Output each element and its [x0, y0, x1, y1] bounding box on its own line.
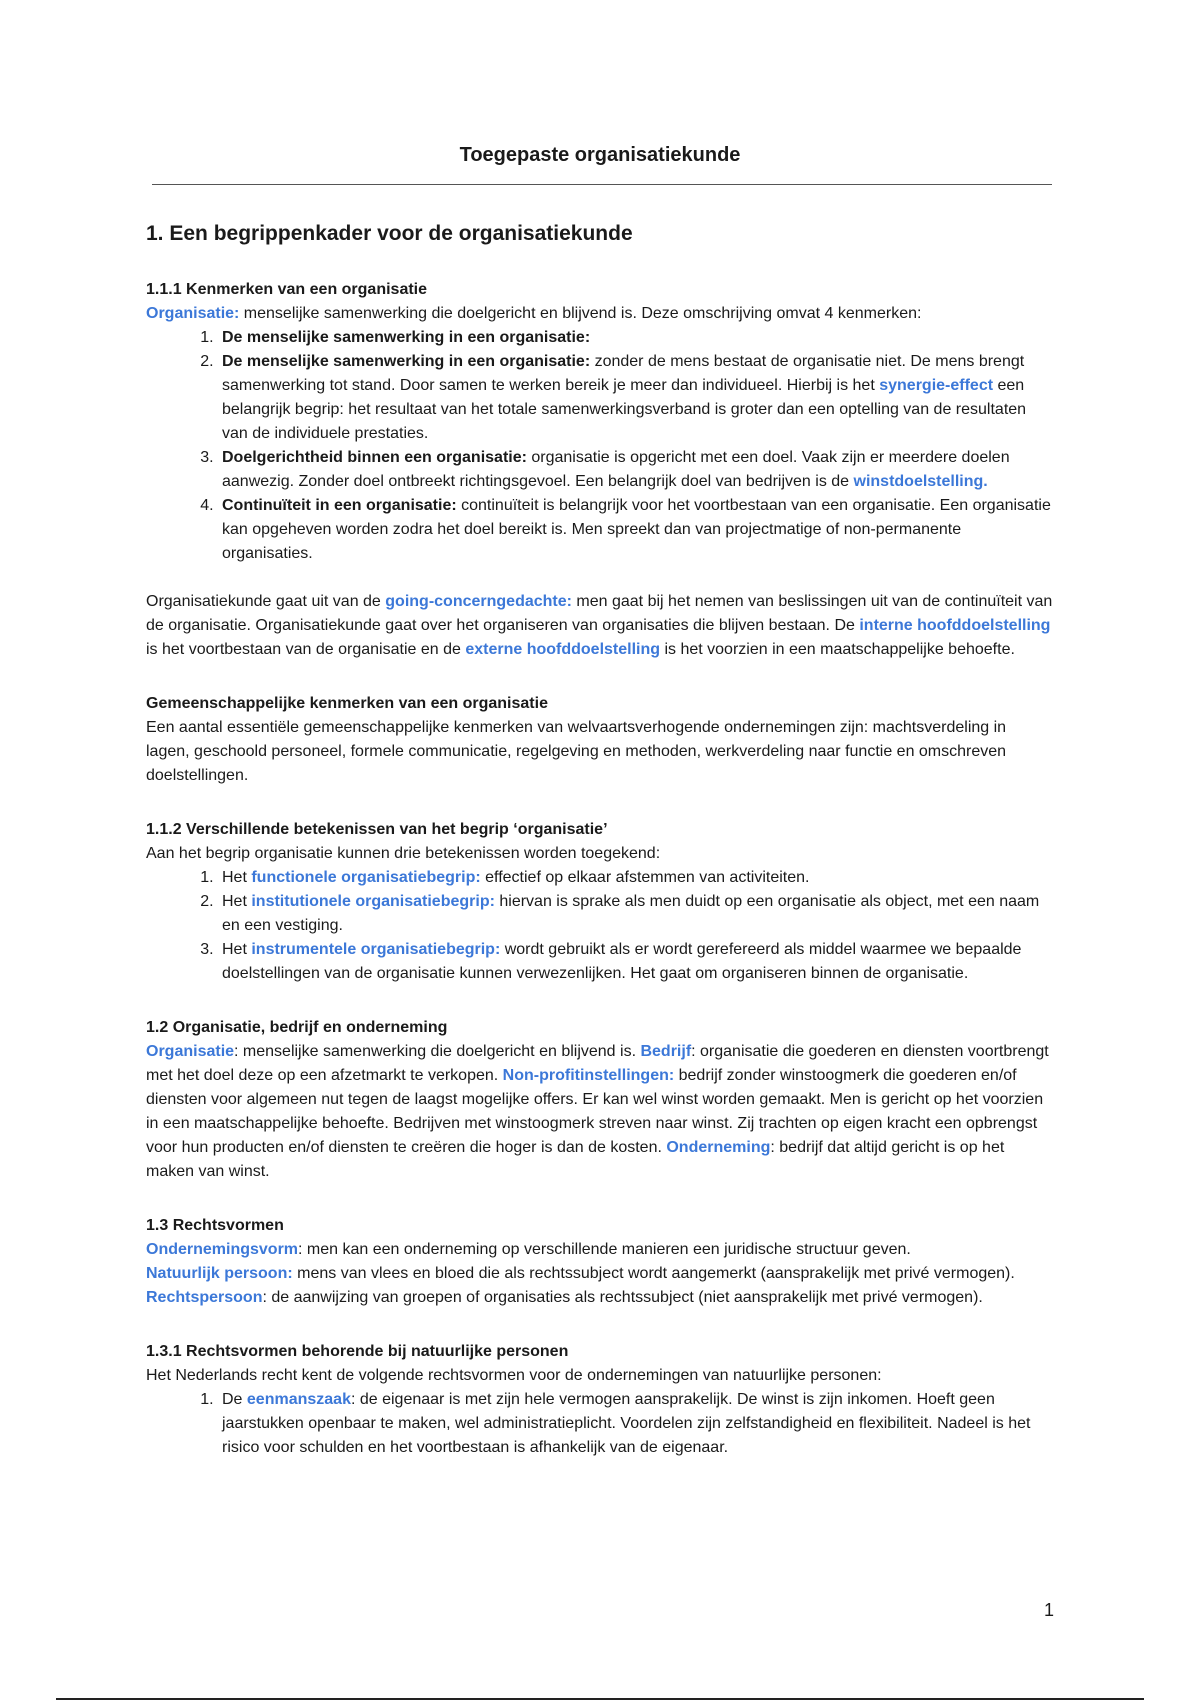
item-text: een belangrijk begrip: het resultaat van het totale samenwerkingsverband is groter dan een optelling van de resultaten van de individuele prestaties. [222, 377, 1027, 442]
title-divider [152, 184, 1052, 185]
section-heading-1-2: 1.2 Organisatie, bedrijf en onderneming [146, 1019, 448, 1036]
item-text: hiervan is sprake als men duidt op een organisatie als object, met een naam en een vestiging. [222, 893, 1040, 934]
rechtsvormen-list [146, 1388, 1054, 1460]
kenmerken-list [146, 326, 1054, 566]
term: externe hoofddoelstelling [465, 641, 661, 658]
item-text: wordt gebruikt als er wordt gerefereerd als middel waarmee we bepaalde doelstellingen van de organisatie kunnen verwezenlijken. Het gaat om organiseren binnen de organisatie. [222, 941, 1022, 982]
section-heading-1-3-1: 1.3.1 Rechtsvormen behorende bij natuurlijke personen [146, 1343, 569, 1360]
term: Rechtspersoon [146, 1289, 263, 1306]
item-text: : de eigenaar is met zijn hele vermogen aansprakelijk. De winst is zijn inkomen. Hoeft geen jaarstukken openbaar te maken, wel administratieplicht. Voordelen zijn zelfstandigheid en flexibiliteit. Nadeel is het risico voor schulden en het voortbestaan is afhankelijk van de eigenaar. [222, 1391, 1031, 1456]
paragraph-gemeenschappelijk: Een aantal essentiële gemeenschappelijke kenmerken van welvaartsverhogende ondernemingen zijn: machtsverdeling in lagen, geschoold personeel, formele communicatie, regelgeving en methoden, werkverdeling naar functie en omschreven doelstellingen. [146, 719, 1007, 784]
chapter-heading: 1. Een begrippenkader voor de organisatiekunde [146, 222, 633, 245]
item-text: De [222, 1391, 247, 1408]
para-text: : organisatie die goederen en diensten voortbrengt met het doel deze op een afzetmarkt te verkopen. [146, 1043, 1049, 1084]
term: going-concerngedachte: [385, 593, 572, 610]
paragraph-going-concern [146, 590, 1054, 662]
para-text: : men kan een onderneming op verschillende manieren een juridische structuur geven. [298, 1241, 911, 1258]
definition-text: menselijke samenwerking die doelgericht en blijvend is. Deze omschrijving omvat 4 kenmerken: [239, 305, 922, 322]
definition-organisatie [146, 302, 1054, 326]
term: Organisatie [146, 1043, 235, 1060]
section-heading-1-3: 1.3 Rechtsvormen [146, 1217, 284, 1234]
list-item [218, 890, 1054, 938]
term: Onderneming [666, 1139, 771, 1156]
item-text: Het [222, 893, 252, 910]
term: Bedrijf [640, 1043, 692, 1060]
para-text: is het voorzien in een maatschappelijke behoefte. [660, 641, 1015, 658]
paragraph-1-3b [146, 1262, 1054, 1310]
para-text: bedrijf zonder winstoogmerk die goederen en/of diensten voor algemeen nut tegen de laagst mogelijke offers. Er kan wel winst worden gemaakt. Men is gericht op het voorzien in een maatschappelijke behoefte. Bedrijven met winstoogmerk streven naar winst. Zij trachten op eigen kracht een opbrengst voor hun producten en/of diensten te creëren die hoger is dan de kosten. [146, 1067, 1044, 1156]
list-item [218, 866, 1054, 890]
term: winstdoelstelling. [853, 473, 988, 490]
betekenissen-list [146, 866, 1054, 986]
item-text: organisatie is opgericht met een doel. Vaak zijn er meerdere doelen aanwezig. Zonder doel ontbreekt richtingsgevoel. Een belangrijk doel van bedrijven is de [222, 449, 1010, 490]
para-text: Organisatiekunde gaat uit van de [146, 593, 386, 610]
item-text: zonder de mens bestaat de organisatie niet. De mens brengt samenwerking tot stand. Door samen te werken bereik je meer dan individueel. Hierbij is het [222, 353, 1025, 394]
list-item [218, 326, 1054, 350]
para-text: mens van vlees en bloed die als rechtssubject wordt aangemerkt (aansprakelijk met privé vermogen). [292, 1265, 1015, 1282]
term: Non-profitinstellingen: [502, 1067, 675, 1084]
item-text: Het [222, 869, 252, 886]
list-item [218, 494, 1054, 566]
item-bold: Continuïteit in een organisatie: [222, 497, 457, 514]
list-item [218, 350, 1054, 446]
paragraph-1-3a [146, 1238, 1054, 1262]
section-heading-1-1-1: 1.1.1 Kenmerken van een organisatie [146, 281, 428, 298]
item-text: effectief op elkaar afstemmen van activiteiten. [480, 869, 810, 886]
document-page [146, 140, 1054, 1460]
section-heading-gemeenschappelijk: Gemeenschappelijke kenmerken van een organisatie [146, 695, 548, 712]
para-text: men gaat bij het nemen van beslissingen uit van de continuïteit van de organisatie. Organisatiekunde gaat over het organiseren van organisaties die blijven bestaan. De [146, 593, 1053, 634]
term: synergie-effect [879, 377, 994, 394]
term: Organisatie: [146, 305, 240, 322]
page-number: 1 [1043, 1600, 1054, 1620]
term: functionele organisatiebegrip: [251, 869, 481, 886]
para-text: : bedrijf dat altijd gericht is op het maken van winst. [146, 1139, 1005, 1180]
list-item [218, 446, 1054, 494]
term: Natuurlijk persoon: [146, 1265, 293, 1282]
paragraph-intro: Het Nederlands recht kent de volgende rechtsvormen voor de ondernemingen van natuurlijke personen: [146, 1367, 882, 1384]
para-text: is het voortbestaan van de organisatie en de [146, 641, 466, 658]
item-text: Het [222, 941, 252, 958]
term: eenmanszaak [246, 1391, 351, 1408]
document-title: Toegepaste organisatiekunde [459, 144, 741, 166]
item-bold: Doelgerichtheid binnen een organisatie: [222, 449, 527, 466]
section-heading-1-1-2: 1.1.2 Verschillende betekenissen van het begrip ‘organisatie’ [146, 821, 608, 838]
list-item [218, 938, 1054, 986]
paragraph-intro: Aan het begrip organisatie kunnen drie betekenissen worden toegekend: [146, 845, 661, 862]
term: interne hoofddoelstelling [859, 617, 1051, 634]
item-bold: De menselijke samenwerking in een organisatie: [222, 353, 591, 370]
paragraph-1-2 [146, 1040, 1054, 1184]
item-text: continuïteit is belangrijk voor het voortbestaan van een organisatie. Een organisatie kan opgeheven worden zodra het doel bereikt is. Men spreekt dan van projectmatige of non-permanente organisaties. [222, 497, 1051, 562]
para-text: : de aanwijzing van groepen of organisaties als rechtssubject (niet aansprakelijk met privé vermogen). [262, 1289, 983, 1306]
term: Ondernemingsvorm [146, 1241, 299, 1258]
para-text: : menselijke samenwerking die doelgericht en blijvend is. [234, 1043, 641, 1060]
term: instrumentele organisatiebegrip: [251, 941, 501, 958]
term: institutionele organisatiebegrip: [251, 893, 495, 910]
item-bold: De menselijke samenwerking in een organisatie: [222, 329, 591, 346]
list-item [218, 1388, 1054, 1460]
